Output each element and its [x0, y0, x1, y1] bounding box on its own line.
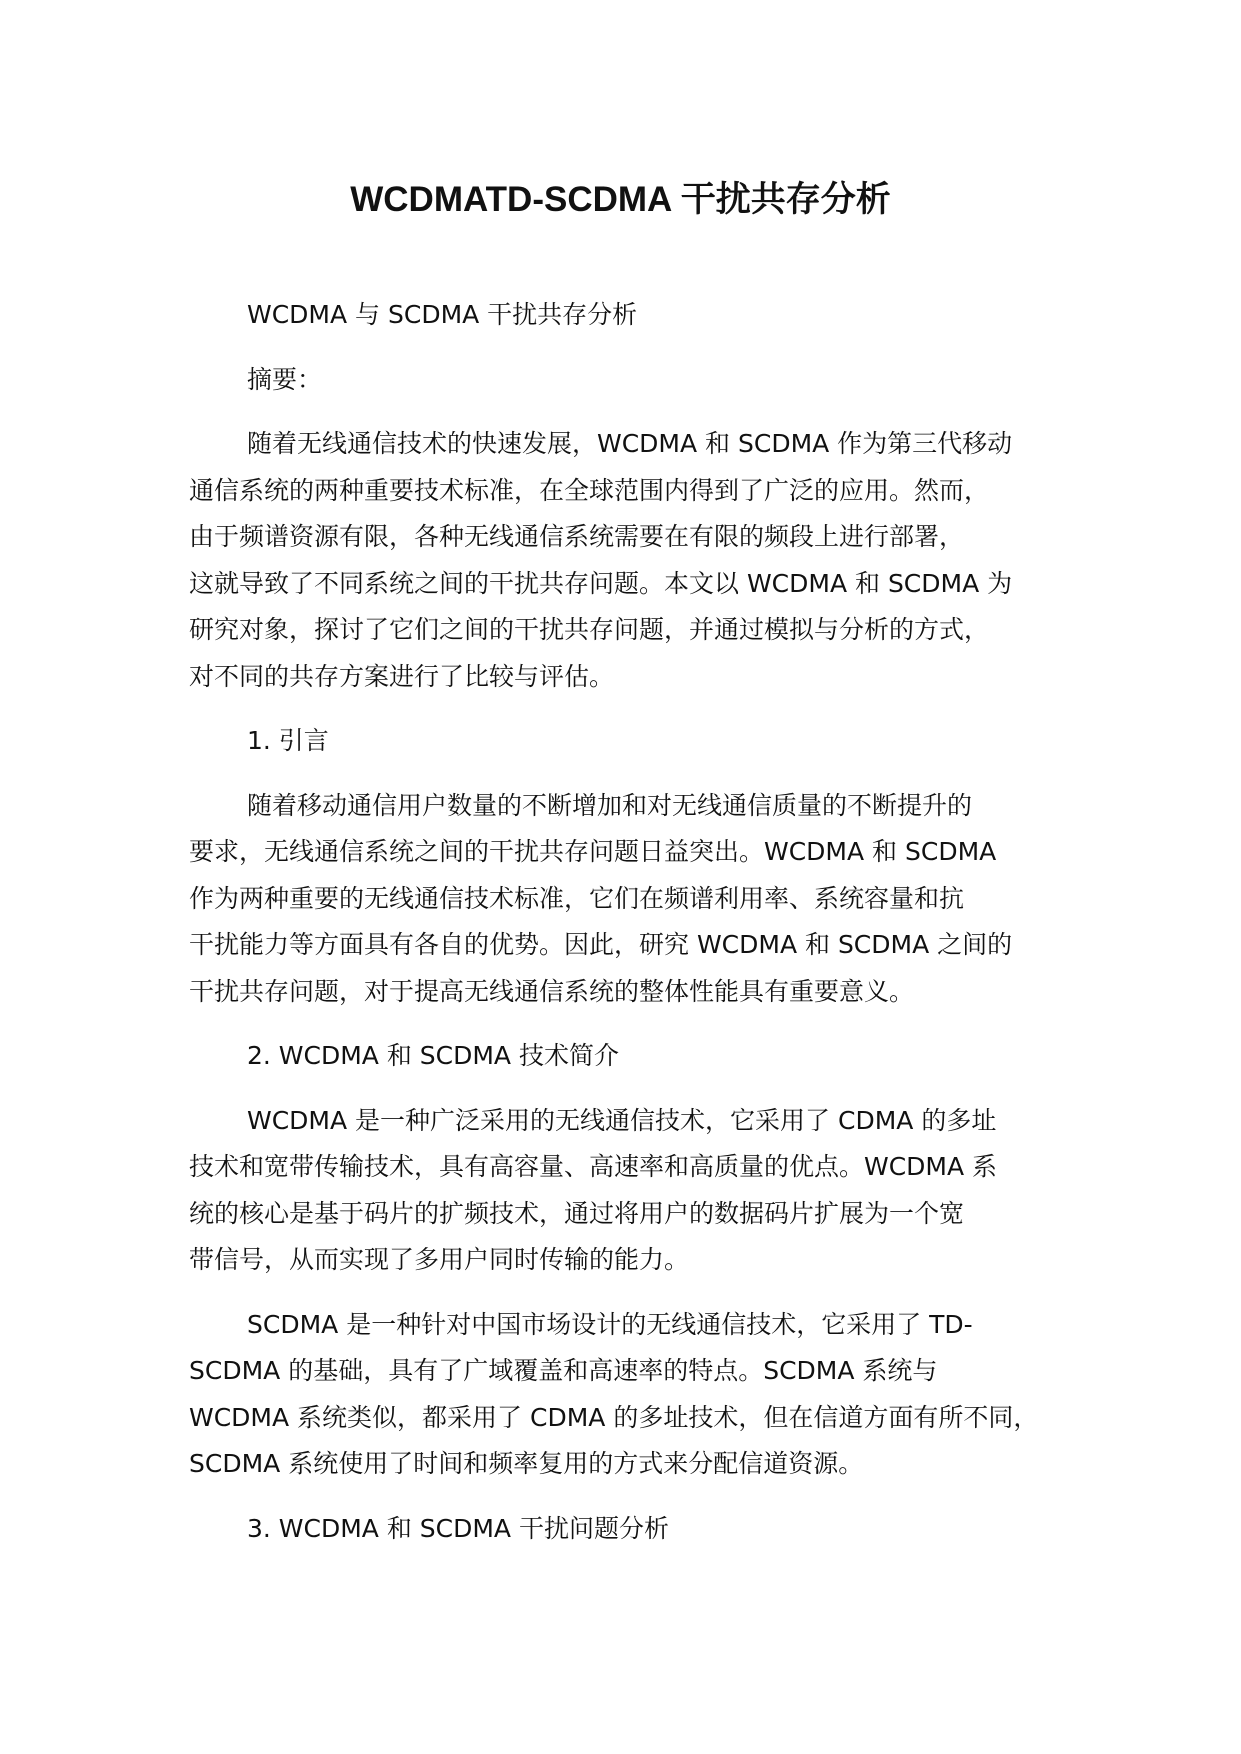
paragraph-line: SCDMA 是一种针对中国市场设计的无线通信技术，它采用了 TD-: [247, 1309, 973, 1339]
wcdma-paragraph: [189, 1098, 1081, 1284]
paragraph-line: 干扰能力等方面具有各自的优势。因此，研究 WCDMA 和 SCDMA 之间的: [189, 930, 1013, 959]
abstract-heading: 摘要：: [247, 364, 323, 394]
paragraph-line: 随着移动通信用户数量的不断增加和对无线通信质量的不断提升的: [247, 790, 973, 820]
paragraph-line: SCDMA 的基础，具有了广域覆盖和高速率的特点。SCDMA 系统与: [189, 1356, 938, 1385]
paragraph-line: 作为两种重要的无线通信技术标准，它们在频谱利用率、系统容量和抗: [189, 883, 965, 913]
paragraph-line: 统的核心是基于码片的扩频技术，通过将用户的数据码片扩展为一个宽: [189, 1198, 965, 1228]
scdma-paragraph: [189, 1302, 1081, 1488]
section-heading-interference-analysis: 3. WCDMA 和 SCDMA 干扰问题分析: [247, 1513, 669, 1543]
paragraph-line: 由于频谱资源有限，各种无线通信系统需要在有限的频段上进行部署，: [189, 522, 965, 551]
subtitle: WCDMA 与 SCDMA 干扰共存分析: [247, 300, 638, 329]
paragraph-line: 随着无线通信技术的快速发展，WCDMA 和 SCDMA 作为第三代移动: [247, 429, 1013, 458]
section-heading-introduction: 1. 引言: [247, 726, 329, 755]
paragraph-line: WCDMA 系统类似，都采用了 CDMA 的多址技术，但在信道方面有所不同，: [189, 1402, 1039, 1432]
paragraph-line: WCDMA 是一种广泛采用的无线通信技术，它采用了 CDMA 的多址: [247, 1105, 997, 1135]
paragraph-line: 研究对象，探讨了它们之间的干扰共存问题，并通过模拟与分析的方式，: [189, 615, 990, 644]
document-body: [189, 292, 1081, 1570]
introduction-paragraph: [189, 783, 1081, 1016]
abstract-paragraph: [189, 421, 1081, 700]
paragraph-line: 干扰共存问题，对于提高无线通信系统的整体性能具有重要意义。: [189, 976, 915, 1006]
paragraph-line: 对不同的共存方案进行了比较与评估。: [189, 661, 615, 691]
section-heading-technology-overview: 2. WCDMA 和 SCDMA 技术简介: [247, 1041, 619, 1070]
paragraph-line: 技术和宽带传输技术，具有高容量、高速率和高质量的优点。WCDMA 系: [189, 1152, 998, 1181]
paragraph-line: 要求，无线通信系统之间的干扰共存问题日益突出。WCDMA 和 SCDMA: [189, 837, 997, 866]
paragraph-line: 带信号，从而实现了多用户同时传输的能力。: [189, 1245, 690, 1274]
paragraph-line: 通信系统的两种重要技术标准，在全球范围内得到了广泛的应用。然而，: [189, 475, 990, 505]
document-title: WCDMATD-SCDMA 干扰共存分析: [350, 180, 891, 219]
paragraph-line: SCDMA 系统使用了时间和频率复用的方式来分配信道资源。: [189, 1449, 864, 1478]
paragraph-line: 这就导致了不同系统之间的干扰共存问题。本文以 WCDMA 和 SCDMA 为: [189, 568, 1013, 598]
